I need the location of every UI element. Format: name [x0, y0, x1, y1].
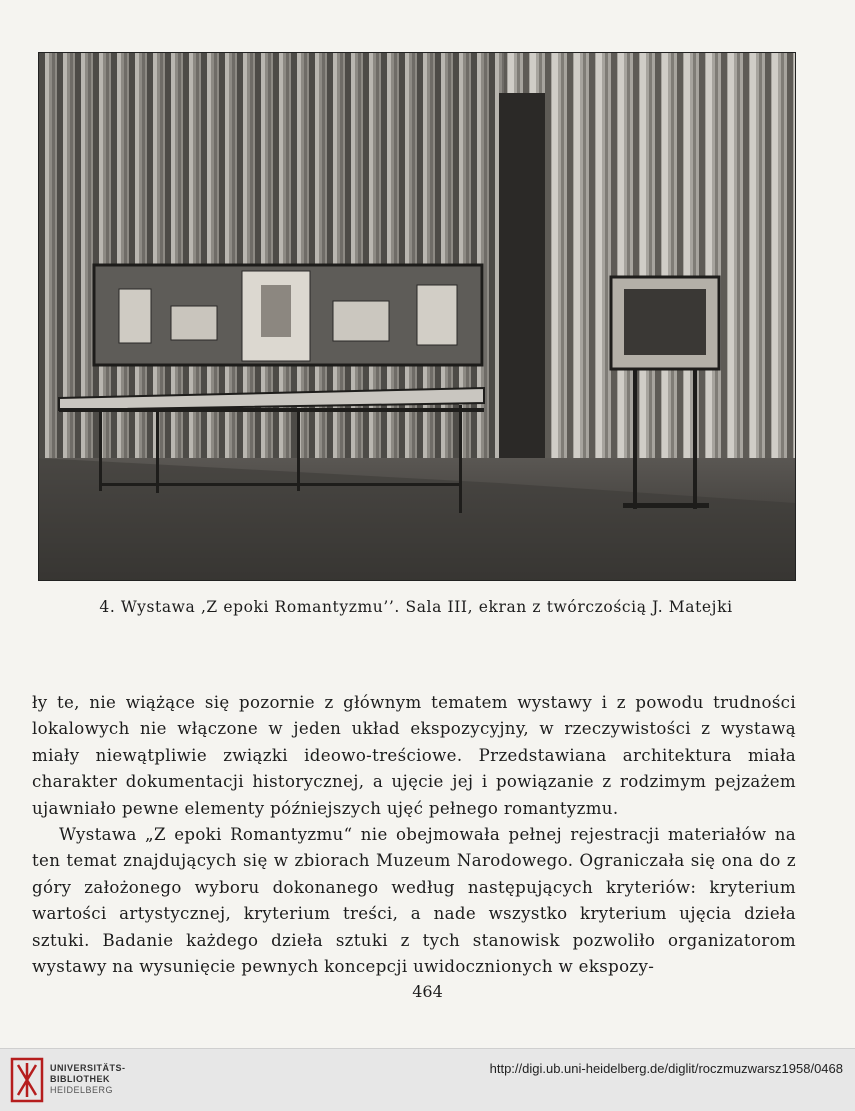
library-logo-icon — [10, 1057, 44, 1103]
footer-bar — [0, 1048, 855, 1111]
library-line-1: UNIVERSITÄTS- — [50, 1063, 126, 1073]
body-text — [32, 690, 796, 980]
exhibition-photo — [38, 52, 796, 581]
exhibition-photo-image — [39, 53, 795, 580]
figure-caption: 4. Wystawa ‚Z epoki Romantyzmu’’. Sala III, ekran z twórczością J. Matejki — [99, 598, 733, 616]
library-name — [50, 1063, 126, 1096]
library-line-3: HEIDELBERG — [50, 1085, 114, 1095]
paragraph-2: Wystawa „Z epoki Romantyzmu“ nie obejmowała pełnej rejestracji materiałów na ten temat znajdujących się w zbiorach Muzeum Narodowego. Ograniczała się ona do z góry założonego wyboru dokonanego według następujących kryteriów: kryterium wartości artystycznej, kryterium treści, a nade wszystko kryterium ujęcia dzieła sztuki. Badanie każdego dzieła sztuki z tych stanowisk pozwoliło organizatorom wystawy na wysunięcie pewnych koncepcji uwidocznionych w ekspozy- — [32, 825, 796, 977]
paragraph-1: ły te, nie wiążące się pozornie z głównym tematem wystawy i z powodu trudności lokalowych nie włączone w jeden układ ekspozycyjny, w rzeczywistości z wystawą miały niewątpliwie związki ideowo-treściowe. Przedstawiana architektura miała charakter dokumentacji historycznej, a ujęcie jej i powiązanie z rodzimym pejzażem ujawniało pewne elementy późniejszych ujęć pełnego romantyzmu. — [32, 693, 796, 818]
library-line-2: BIBLIOTHEK — [50, 1074, 110, 1084]
source-url-link[interactable]: http://digi.ub.uni-heidelberg.de/diglit/roczmuzwarsz1958/0468 — [489, 1061, 843, 1076]
page-number: 464 — [412, 982, 443, 1001]
